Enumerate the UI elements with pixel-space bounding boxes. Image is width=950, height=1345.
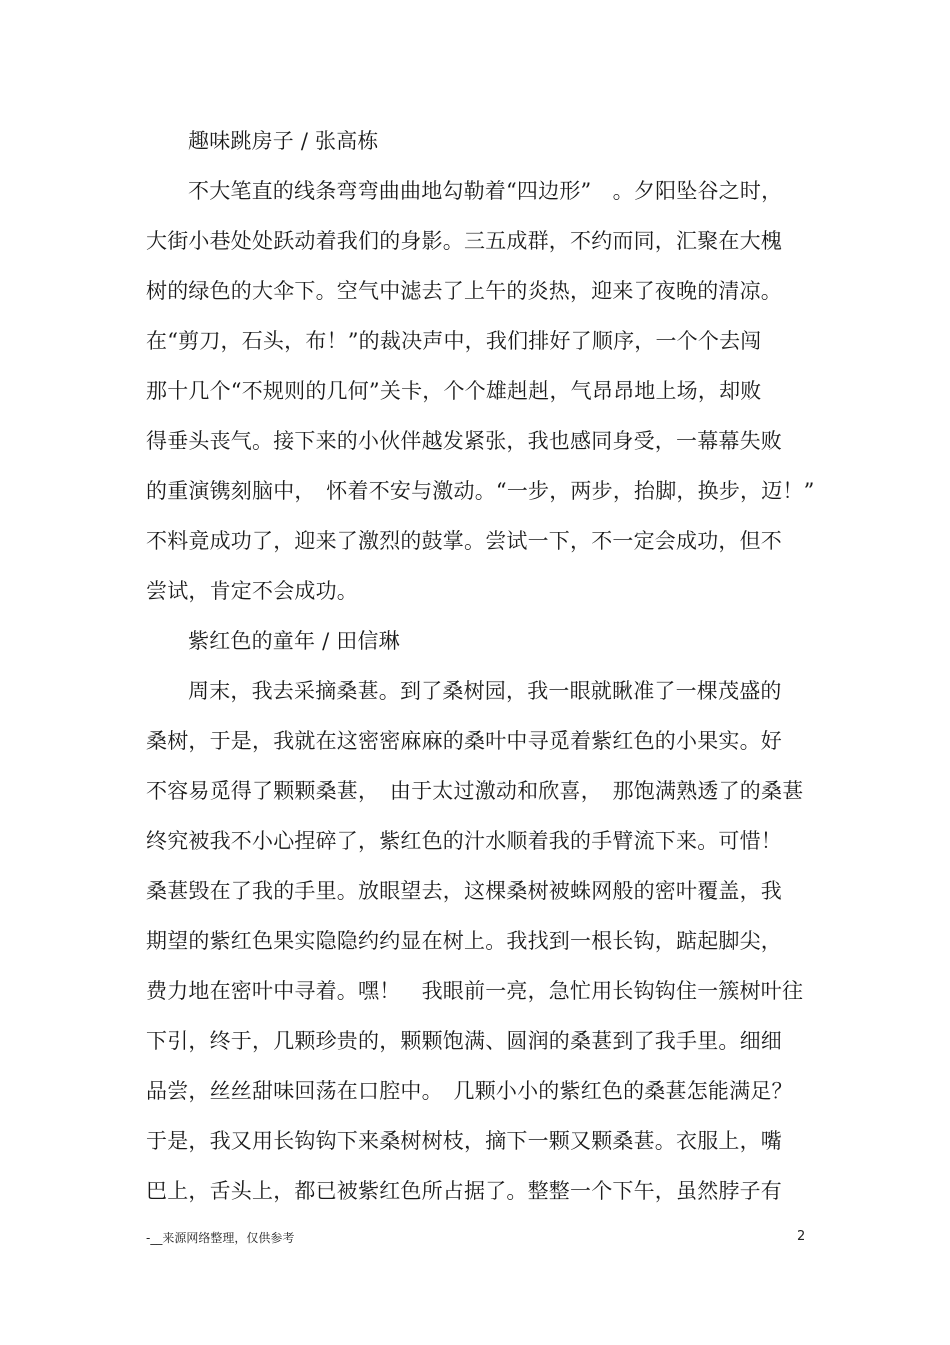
paragraph-line: 在“剪刀，石头，布！”的裁决声中，我们排好了顺序，一个个去闯 bbox=[146, 329, 762, 353]
paragraph-line: 尝试，肯定不会成功。 bbox=[146, 579, 358, 603]
paragraph-line: 桑树，于是，我就在这密密麻麻的桑叶中寻觅着紫红色的小果实。好 bbox=[146, 729, 782, 753]
paragraph-line: 周末，我去采摘桑葚。到了桑树园，我一眼就瞅准了一棵茂盛的 bbox=[188, 679, 782, 703]
paragraph-line: 于是，我又用长钩钩下来桑树树枝，摘下一颗又颗桑葚。衣服上，嘴 bbox=[146, 1129, 782, 1153]
paragraph-line: 那十几个“不规则的几何”关卡，个个雄赳赳，气昂昂地上场，却败 bbox=[146, 379, 762, 403]
paragraph-line: 不容易觅得了颗颗桑葚， 由于太过激动和欣喜， 那饱满熟透了的桑葚 bbox=[146, 779, 804, 803]
paragraph-line: 费力地在密叶中寻着。嘿！ 我眼前一亮，急忙用长钩钩住一簇树叶往 bbox=[146, 979, 804, 1003]
paragraph-line: 树的绿色的大伞下。空气中滤去了上午的炎热，迎来了夜晚的清凉。 bbox=[146, 279, 782, 303]
section-title: 趣味跳房子 / 张高栋 bbox=[188, 129, 379, 153]
paragraph-line: 不料竟成功了，迎来了激烈的鼓掌。尝试一下，不一定会成功，但不 bbox=[146, 529, 782, 553]
paragraph-line: 的重演镌刻脑中， 怀着不安与激动。“一步，两步，抬脚，换步，迈！” bbox=[146, 479, 815, 503]
paragraph-line: 巴上，舌头上，都已被紫红色所占据了。整整一个下午，虽然脖子有 bbox=[146, 1179, 782, 1203]
paragraph-line: 下引，终于，几颗珍贵的，颗颗饱满、圆润的桑葚到了我手里。细细 bbox=[146, 1029, 782, 1053]
paragraph-line: 终究被我不小心捏碎了，紫红色的汁水顺着我的手臂流下来。可惜！ bbox=[146, 829, 782, 853]
paragraph-line: 桑葚毁在了我的手里。放眼望去，这棵桑树被蛛网般的密叶覆盖，我 bbox=[146, 879, 782, 903]
paragraph-line: 期望的紫红色果实隐隐约约显在树上。我找到一根长钩，踮起脚尖， bbox=[146, 929, 782, 953]
paragraph-line: 大街小巷处处跃动着我们的身影。三五成群，不约而同，汇聚在大槐 bbox=[146, 229, 782, 253]
paragraph-line: 品尝，丝丝甜味回荡在口腔中。 几颗小小的紫红色的桑葚怎能满足？ bbox=[146, 1079, 793, 1103]
paragraph-line: 得垂头丧气。接下来的小伙伴越发紧张，我也感同身受，一幕幕失败 bbox=[146, 429, 782, 453]
paragraph-line: 不大笔直的线条弯弯曲曲地勾勒着“四边形” 。夕阳坠谷之时， bbox=[188, 179, 783, 203]
section-title: 紫红色的童年 / 田信琳 bbox=[188, 629, 400, 653]
footer-source-note: -__来源网络整理，仅供参考 bbox=[146, 1231, 295, 1245]
page-number: 2 bbox=[797, 1229, 806, 1244]
